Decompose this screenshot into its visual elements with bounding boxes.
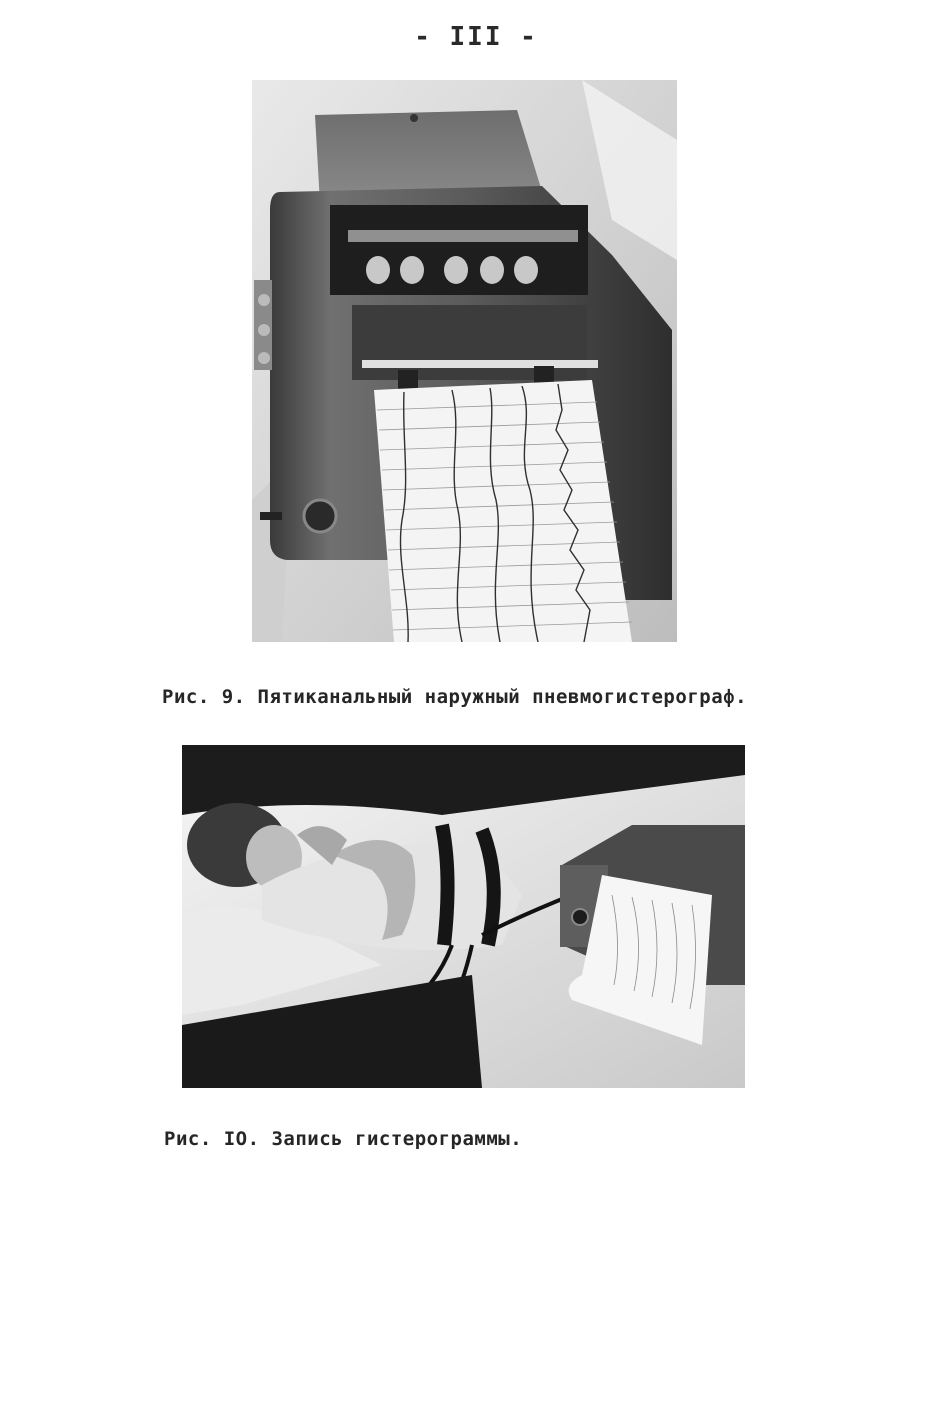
figure-10-photo	[182, 745, 745, 1088]
page-number: - III -	[414, 22, 538, 52]
figure-10-caption: Рис. IO. Запись гистерограммы.	[164, 1128, 523, 1150]
figure-9-photo	[252, 80, 677, 642]
figure-9-caption: Рис. 9. Пятиканальный наружный пневмогистерограф.	[162, 686, 748, 708]
